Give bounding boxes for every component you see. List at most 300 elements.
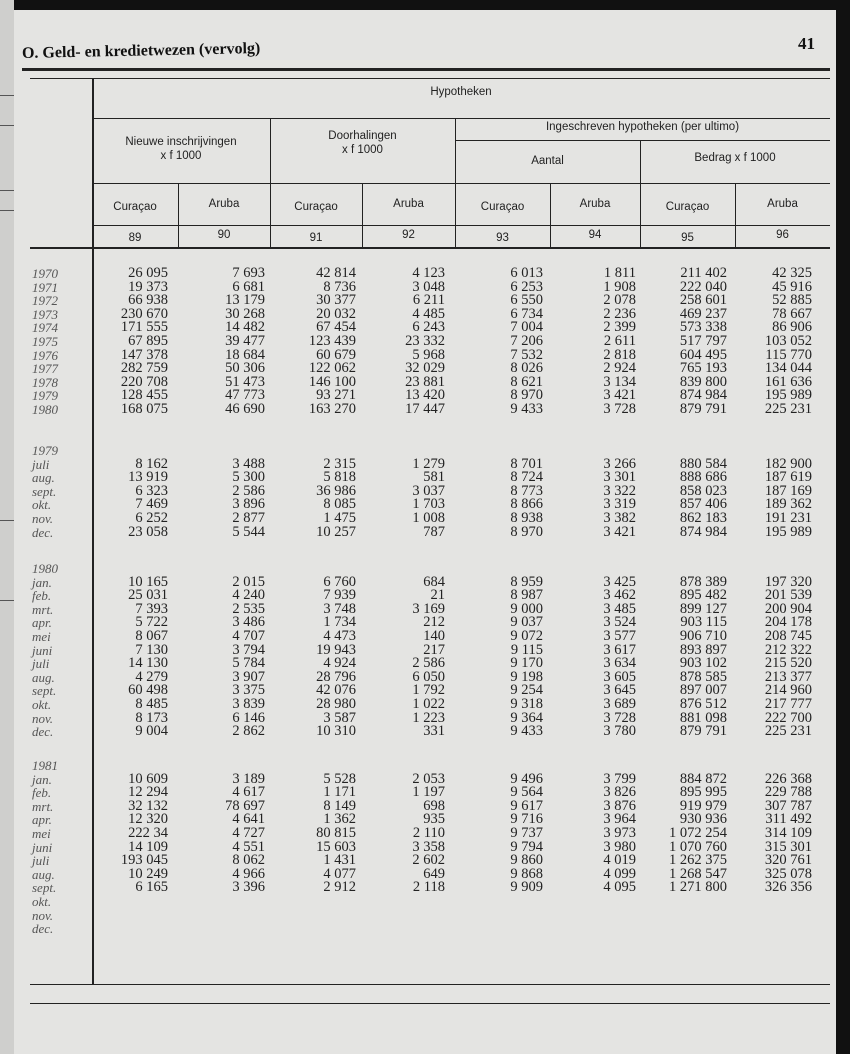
column-number: 96 <box>776 229 789 241</box>
column-header: Curaçao <box>113 201 157 213</box>
table-cell: 3 728 <box>603 709 636 726</box>
table-cell: 5 968 <box>412 346 445 363</box>
table-cell: 4 095 <box>603 879 636 896</box>
header-bedrag: Bedrag x f 1000 <box>694 152 776 164</box>
table-cell: 9 000 <box>510 600 543 617</box>
table-cell: 2 818 <box>603 346 636 363</box>
table-cell: 1 268 547 <box>669 865 727 882</box>
table-cell: 4 123 <box>412 265 445 281</box>
table-cell: 884 872 <box>679 770 727 787</box>
table-cell: 3 689 <box>603 696 636 712</box>
section-year: 1981 <box>32 758 58 773</box>
table-cell: 3 037 <box>412 482 445 499</box>
table-cell: 7 004 <box>510 319 543 336</box>
table-cell: 103 052 <box>764 333 812 349</box>
rule <box>30 247 830 249</box>
table-cell: 146 100 <box>308 373 356 390</box>
table-cell: 7 206 <box>510 333 543 349</box>
table-cell: 3 980 <box>603 838 636 855</box>
table-cell: 2 877 <box>232 510 265 526</box>
table-cell: 919 979 <box>679 797 727 814</box>
row-label: okt. <box>32 697 52 712</box>
row-label: juli <box>32 456 50 472</box>
table-cell: 3 896 <box>232 496 265 513</box>
table-cell: 1 022 <box>412 696 445 712</box>
table-cell: 14 482 <box>225 319 265 336</box>
table-cell: 8 866 <box>510 496 543 513</box>
table-cell: 195 989 <box>764 387 812 404</box>
table-cell: 4 099 <box>603 865 636 882</box>
table-cell: 874 984 <box>679 387 727 404</box>
table-cell: 39 477 <box>225 333 265 349</box>
row-label: nov. <box>32 710 54 726</box>
table-cell: 6 146 <box>232 709 265 726</box>
table-cell: 171 555 <box>120 319 168 336</box>
table-cell: 204 178 <box>764 614 812 631</box>
table-cell: 4 077 <box>323 865 356 882</box>
table-cell: 3 605 <box>603 668 636 685</box>
table-cell: 4 279 <box>135 668 168 685</box>
column-number: 95 <box>681 232 694 244</box>
table-cell: 12 320 <box>128 811 168 828</box>
table-cell: 60 498 <box>128 682 168 699</box>
table-cell: 13 919 <box>128 469 168 486</box>
table-cell: 3 634 <box>603 655 636 672</box>
table-cell: 10 609 <box>128 770 168 787</box>
table-cell: 9 496 <box>510 770 543 787</box>
row-label: 1974 <box>32 320 58 336</box>
table-cell: 7 469 <box>135 496 168 513</box>
table-cell: 30 268 <box>225 305 265 322</box>
table-cell: 5 818 <box>323 469 356 486</box>
table-cell: 7 939 <box>323 587 356 604</box>
table-cell: 189 362 <box>764 496 812 513</box>
table-cell: 3 169 <box>412 600 445 617</box>
table-cell: 93 271 <box>316 387 356 404</box>
table-cell: 858 023 <box>679 482 727 499</box>
table-cell: 42 814 <box>316 265 356 281</box>
row-label: jan. <box>32 574 52 590</box>
table-cell: 3 421 <box>603 387 636 404</box>
table-cell: 258 601 <box>679 292 727 309</box>
table-cell: 225 231 <box>764 401 812 417</box>
table-cell: 1 271 800 <box>669 879 727 896</box>
header-doorhalingen-unit: x f 1000 <box>342 144 383 156</box>
table-cell: 9 364 <box>510 709 543 726</box>
table-cell: 3 488 <box>232 455 265 472</box>
table-cell: 12 294 <box>128 784 168 801</box>
table-cell: 18 684 <box>225 346 265 363</box>
table-cell: 3 587 <box>323 709 356 726</box>
header-aantal: Aantal <box>531 155 564 167</box>
table-cell: 881 098 <box>679 709 727 726</box>
rule <box>455 118 456 247</box>
table-cell: 8 026 <box>510 360 543 377</box>
table-cell: 8 724 <box>510 469 543 486</box>
table-cell: 6 211 <box>412 292 445 309</box>
table-cell: 32 029 <box>405 360 445 377</box>
table-cell: 140 <box>423 628 445 644</box>
column-header: Curaçao <box>294 201 338 213</box>
row-label: 1972 <box>32 293 58 309</box>
row-label: jan. <box>32 771 52 787</box>
table-cell: 14 130 <box>128 655 168 672</box>
row-label: mei <box>32 826 51 841</box>
table-cell: 21 <box>430 587 445 604</box>
table-cell: 649 <box>423 865 445 882</box>
table-cell: 5 722 <box>135 614 168 631</box>
page-number: 41 <box>798 34 815 53</box>
table-cell: 197 320 <box>764 573 812 590</box>
table-cell: 2 015 <box>232 573 265 590</box>
table-cell: 1 279 <box>412 455 445 472</box>
table-cell: 2 611 <box>603 333 636 349</box>
table-cell: 163 270 <box>308 401 356 417</box>
table-cell: 20 032 <box>316 305 356 322</box>
table-cell: 1 734 <box>323 614 356 631</box>
table-cell: 201 539 <box>764 587 812 604</box>
table-cell: 3 396 <box>232 879 265 896</box>
table-cell: 3 645 <box>603 682 636 699</box>
table-cell: 8 987 <box>510 587 543 604</box>
table-cell: 212 <box>423 614 445 631</box>
table-cell: 3 524 <box>603 614 636 631</box>
table-cell: 5 300 <box>232 469 265 486</box>
table-cell: 3 486 <box>232 614 265 631</box>
table-cell: 3 839 <box>232 696 265 712</box>
table-cell: 6 243 <box>412 319 445 336</box>
table-cell: 215 520 <box>764 655 812 672</box>
table-cell: 1 475 <box>323 510 356 526</box>
column-header: Aruba <box>393 198 424 210</box>
section-year: 1980 <box>32 561 58 576</box>
table-cell: 1 703 <box>412 496 445 513</box>
table-cell: 930 936 <box>679 811 727 828</box>
rule <box>455 140 830 141</box>
table-cell: 128 455 <box>120 387 168 404</box>
table-cell: 3 134 <box>603 373 636 390</box>
page-title: O. Geld- en kredietwezen (vervolg) <box>21 40 261 62</box>
row-label: mrt. <box>32 601 54 617</box>
table-cell: 9 198 <box>510 668 543 685</box>
table-cell: 30 377 <box>316 292 356 309</box>
column-header: Curaçao <box>665 201 710 213</box>
column-number: 89 <box>128 232 142 244</box>
table-cell: 2 118 <box>412 879 445 896</box>
table-cell: 862 183 <box>679 510 727 526</box>
table-cell: 23 058 <box>128 523 168 540</box>
table-cell: 6 013 <box>510 265 543 281</box>
table-cell: 2 535 <box>232 600 265 617</box>
table-cell: 10 165 <box>128 573 168 590</box>
table-cell: 888 686 <box>679 469 727 486</box>
table-cell: 765 193 <box>679 360 727 377</box>
row-label: juli <box>32 853 50 869</box>
table-cell: 80 815 <box>316 825 356 841</box>
table-cell: 115 770 <box>765 346 812 363</box>
table-cell: 161 636 <box>764 373 812 390</box>
table-cell: 573 338 <box>679 319 727 336</box>
table-cell: 2 862 <box>232 723 265 740</box>
table-cell: 187 619 <box>764 469 812 486</box>
title-rule <box>22 68 830 71</box>
table-cell: 2 110 <box>412 825 445 841</box>
table-cell: 4 727 <box>232 825 265 841</box>
row-label: dec. <box>32 524 54 540</box>
table-cell: 2 912 <box>323 879 356 896</box>
table-cell: 3 973 <box>603 825 636 841</box>
table-cell: 1 070 760 <box>669 838 727 855</box>
table-cell: 36 986 <box>316 482 356 499</box>
table-cell: 222 700 <box>764 709 812 726</box>
table-cell: 9 860 <box>510 852 543 869</box>
bottom-rule <box>30 1003 830 1004</box>
table-cell: 874 984 <box>679 523 727 540</box>
table-cell: 315 301 <box>764 838 812 855</box>
table-cell: 4 019 <box>603 852 636 869</box>
row-label: 1979 <box>32 388 58 404</box>
table-cell: 4 707 <box>232 628 265 644</box>
table-cell: 2 586 <box>232 482 265 499</box>
table-cell: 6 681 <box>232 278 265 295</box>
table-cell: 325 078 <box>764 865 812 882</box>
table-cell: 935 <box>423 811 445 828</box>
table-cell: 220 708 <box>120 373 168 390</box>
table-cell: 6 252 <box>135 510 168 526</box>
table-cell: 879 791 <box>679 401 727 417</box>
table-cell: 9 433 <box>510 401 543 417</box>
table-cell: 878 389 <box>679 573 727 590</box>
column-header: Aruba <box>208 198 240 210</box>
table-cell: 3 322 <box>603 482 636 499</box>
table-cell: 9 617 <box>510 797 543 814</box>
table-cell: 9 037 <box>510 614 543 631</box>
row-label: juli <box>32 656 50 672</box>
row-label: dec. <box>32 921 54 937</box>
table-cell: 1 362 <box>323 811 356 828</box>
table-cell: 1 223 <box>412 709 445 726</box>
column-header: Aruba <box>579 198 611 210</box>
table-cell: 6 323 <box>135 482 168 499</box>
table-cell: 13 179 <box>225 292 265 309</box>
table-cell: 3 266 <box>603 455 636 472</box>
table-cell: 3 876 <box>603 797 636 814</box>
table-cell: 7 693 <box>232 265 265 281</box>
column-header: Aruba <box>767 198 798 210</box>
table-cell: 3 728 <box>603 401 636 417</box>
table-cell: 880 584 <box>679 455 727 472</box>
table-cell: 3 826 <box>603 784 636 801</box>
table-cell: 9 433 <box>510 723 543 740</box>
table-cell: 2 586 <box>412 655 445 672</box>
table-cell: 134 044 <box>764 360 812 377</box>
table-cell: 222 040 <box>679 278 727 295</box>
column-number: 91 <box>309 232 323 244</box>
table-cell: 8 621 <box>510 373 543 390</box>
table-cell: 895 482 <box>679 587 727 604</box>
table-cell: 8 085 <box>323 496 356 513</box>
table-cell: 9 170 <box>510 655 543 672</box>
table-cell: 1 072 254 <box>669 825 727 841</box>
table-cell: 217 777 <box>764 696 812 712</box>
header-rule <box>30 78 830 79</box>
table-cell: 45 916 <box>772 278 812 295</box>
table-cell: 15 603 <box>316 838 356 855</box>
table-cell: 25 031 <box>128 587 168 604</box>
table-cell: 2 236 <box>603 305 636 322</box>
table-cell: 3 617 <box>603 641 636 658</box>
table-cell: 684 <box>423 573 445 590</box>
table-cell: 2 315 <box>323 455 356 472</box>
table-cell: 122 062 <box>308 360 356 377</box>
table-cell: 857 406 <box>679 496 727 513</box>
table-cell: 320 761 <box>764 852 812 869</box>
table-cell: 3 485 <box>603 600 636 617</box>
table-cell: 10 310 <box>316 723 356 740</box>
table-cell: 4 617 <box>232 784 265 801</box>
table-cell: 3 048 <box>412 278 445 295</box>
table-cell: 23 881 <box>405 373 445 390</box>
table-cell: 7 393 <box>135 600 168 617</box>
table-cell: 8 067 <box>135 628 168 644</box>
table-cell: 8 162 <box>135 455 168 472</box>
table-cell: 78 697 <box>225 797 265 814</box>
table-cell: 3 301 <box>603 469 636 486</box>
table-cell: 213 377 <box>764 668 812 685</box>
row-label: sept. <box>32 483 57 499</box>
table-cell: 13 420 <box>405 387 445 404</box>
row-label: apr. <box>32 615 52 631</box>
row-label: dec. <box>32 724 54 740</box>
table-cell: 9 794 <box>510 838 543 855</box>
table-cell: 1 171 <box>323 784 356 801</box>
table-cell: 23 332 <box>405 333 445 349</box>
table-cell: 1 811 <box>603 265 636 281</box>
table-cell: 7 130 <box>135 641 168 658</box>
header-ingeschreven: Ingeschreven hypotheken (per ultimo) <box>545 121 740 133</box>
table-cell: 895 995 <box>679 784 727 801</box>
table-cell: 3 964 <box>603 811 636 828</box>
table-cell: 9 004 <box>135 723 168 740</box>
table-cell: 8 485 <box>135 696 168 712</box>
column-number: 90 <box>217 229 231 241</box>
row-label: feb. <box>32 588 52 604</box>
table-cell: 604 495 <box>679 346 727 363</box>
table-cell: 3 577 <box>603 628 636 644</box>
table-cell: 195 989 <box>764 523 812 540</box>
table-cell: 5 784 <box>232 655 265 672</box>
row-label: sept. <box>32 683 57 699</box>
row-label: 1975 <box>32 334 58 349</box>
table-cell: 311 492 <box>765 811 812 828</box>
table-cell: 225 231 <box>764 723 812 740</box>
table-cell: 17 447 <box>405 401 445 417</box>
table-cell: 9 115 <box>510 641 543 658</box>
table-cell: 9 564 <box>510 784 543 801</box>
table-cell: 52 885 <box>772 292 812 309</box>
table-cell: 3 375 <box>232 682 265 699</box>
row-label: aug. <box>32 470 55 486</box>
table-cell: 3 907 <box>232 668 265 685</box>
table-cell: 326 356 <box>764 879 812 896</box>
table-cell: 469 237 <box>679 305 727 322</box>
table-cell: 9 072 <box>510 628 543 644</box>
row-label: nov. <box>32 511 54 526</box>
table-cell: 6 734 <box>510 305 543 322</box>
column-number: 92 <box>402 229 415 241</box>
table-cell: 3 421 <box>603 523 636 540</box>
table-cell: 200 904 <box>764 600 812 617</box>
table-cell: 6 550 <box>510 292 543 309</box>
table-cell: 10 257 <box>316 523 356 540</box>
row-label: juni <box>32 839 53 855</box>
table-cell: 1 792 <box>412 682 445 699</box>
table-cell: 9 868 <box>510 865 543 882</box>
table-cell: 2 053 <box>412 770 445 787</box>
table-cell: 28 796 <box>316 668 356 685</box>
table-cell: 893 897 <box>679 641 727 658</box>
row-label: aug. <box>32 866 55 882</box>
table-cell: 1 431 <box>323 852 356 869</box>
table-cell: 187 169 <box>764 482 812 499</box>
row-label: mrt. <box>32 798 54 814</box>
table-cell: 839 800 <box>679 373 727 390</box>
table-cell: 42 076 <box>316 682 356 699</box>
table-cell: 897 007 <box>679 682 727 699</box>
header-hypotheken: Hypotheken <box>430 86 492 98</box>
table-cell: 8 970 <box>510 387 543 404</box>
table-cell: 9 318 <box>510 696 543 712</box>
table-cell: 78 667 <box>772 305 812 322</box>
table-cell: 581 <box>423 469 445 486</box>
table-cell: 4 485 <box>412 305 445 322</box>
row-label: feb. <box>32 785 52 801</box>
row-label: okt. <box>32 894 52 909</box>
table-cell: 4 473 <box>323 628 356 644</box>
row-label: nov. <box>32 907 54 923</box>
table-cell: 51 473 <box>225 373 265 390</box>
table-cell: 211 402 <box>680 265 727 281</box>
row-label: okt. <box>32 497 52 513</box>
column-number: 94 <box>588 229 602 241</box>
table-cell: 4 240 <box>232 587 265 604</box>
table-cell: 2 399 <box>603 319 636 336</box>
table-cell: 230 670 <box>120 305 168 322</box>
row-label: apr. <box>32 812 52 828</box>
table-cell: 879 791 <box>679 723 727 740</box>
table-cell: 3 189 <box>232 770 265 787</box>
rule <box>92 118 830 119</box>
table-cell: 32 132 <box>128 797 168 814</box>
table-cell: 86 906 <box>772 319 812 336</box>
table-cell: 182 900 <box>764 455 812 472</box>
table-cell: 331 <box>423 723 445 740</box>
table-cell: 6 760 <box>323 573 356 590</box>
row-label: 1978 <box>32 374 58 390</box>
table-cell: 3 462 <box>603 587 636 604</box>
table-cell: 1 262 375 <box>669 852 727 869</box>
table-cell: 4 641 <box>232 811 265 828</box>
table-cell: 2 924 <box>603 360 636 377</box>
table-cell: 123 439 <box>308 333 356 349</box>
table-cell: 899 127 <box>679 600 727 617</box>
table-cell: 8 062 <box>232 852 265 869</box>
table-cell: 517 797 <box>679 333 727 349</box>
table-cell: 3 382 <box>603 510 636 526</box>
table-cell: 4 966 <box>232 865 265 882</box>
table-cell: 8 938 <box>510 510 543 526</box>
table-cell: 6 165 <box>135 879 168 896</box>
